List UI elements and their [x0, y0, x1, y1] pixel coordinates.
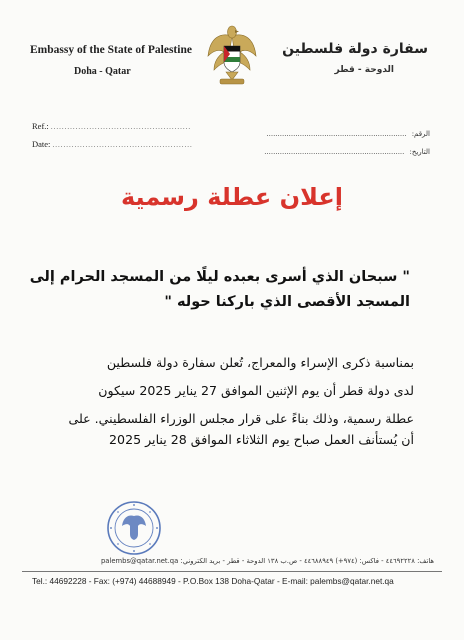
ref-dots-arabic: ............................................................... [266, 130, 407, 138]
body-line-4: أن يُستأنف العمل صباح يوم الثلاثاء الموافق 28 يناير 2025 [109, 432, 414, 447]
date-dots: ................................................... [52, 141, 193, 149]
body-line-1: بمناسبة ذكرى الإسراء والمعراج، تُعلن سفارة دولة فلسطين [106, 355, 414, 370]
verse-line-1: " سبحان الذي أسرى بعبده ليلًا من المسجد الحرام إلى [29, 269, 410, 285]
body-line-3: عطلة رسمية، وذلك بناءً على قرار مجلس الوزراء الفلسطيني. على [68, 411, 414, 426]
footer-contact-english: Tel.: 44692228 - Fax: (+974) 44688949 - P.O.Box 138 Doha-Qatar - E-mail: palembs@qatar.net.qa [32, 576, 394, 586]
eagle-emblem-icon [206, 22, 258, 88]
ref-dots: ................................................... [50, 123, 192, 131]
date-label-arabic: التاريخ: [409, 148, 430, 156]
body-line-2: لدى دولة قطر أن يوم الإثنين الموافق 27 يناير 2025 سيكون [98, 383, 414, 398]
embassy-city-english: Doha - Qatar [74, 66, 131, 77]
embassy-stamp-icon [106, 500, 162, 556]
verse-line-2: المسجد الأقصى الذي باركنا حوله " [164, 294, 410, 310]
date-field [32, 139, 193, 149]
ref-field [32, 121, 191, 131]
date-field-arabic [264, 139, 430, 158]
footer-contact-arabic: هاتف: ٤٤٦٩٢٢٢٨ - فاكس: (٩٧٤+) ٤٤٦٨٨٩٤٩ - ص.ب ١٣٨ الدوحة - قطر - بريد الكتروني: palembs@qatar.net.qa [100, 557, 434, 565]
date-dots-arabic: ............................................................... [264, 148, 405, 156]
embassy-name-english: Embassy of the State of Palestine [30, 44, 192, 56]
announcement-title: إعلان عطلة رسمية [120, 183, 344, 211]
date-label: Date: [32, 139, 51, 149]
ref-field-arabic [266, 121, 430, 140]
ref-label-arabic: الرقم: [411, 130, 430, 138]
ref-label: Ref.: [32, 121, 49, 131]
embassy-name-arabic: سفارة دولة فلسطين [282, 41, 428, 57]
footer-divider [22, 571, 442, 572]
embassy-city-arabic: الدوحة - قطر [334, 65, 394, 75]
